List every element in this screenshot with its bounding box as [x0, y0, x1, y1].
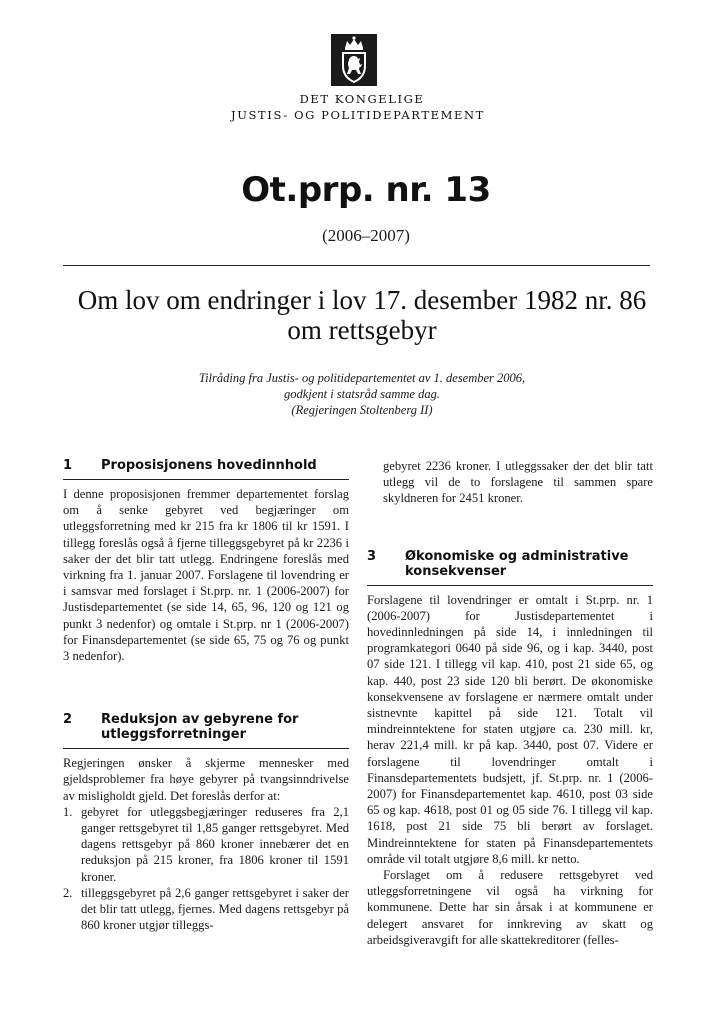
ministry-name-line1: DET KONGELIGE [299, 92, 425, 106]
document-year: (2006–2007) [322, 226, 410, 245]
section-number: 2 [63, 712, 73, 728]
section-paragraph: I denne proposisjonen fremmer departementet forslag om å senke gebyret ved begjæringer om utleggsforretning med kr 215 fra kr 1806 til kr 1591. I tillegg foreslås også å fjerne tilleggsgebyret på kr 2236 i saker der det blir tatt utlegg. Endringene foreslås med virkning fra 1. januar 2007. Forslagene til lovendring er i samsvar med forslaget i St.prp. nr. 1 (2006-2007) for Justisdepartementet (se side 14, 65, 96, 120 og 121 og punkt 3 nedenfor) og omtale i St.prp. nr 1 (2006-2007) for Finansdepartementet (se side 65, 75 og 76 og punkt 3 nedenfor). [63, 487, 349, 664]
list-item-text: gebyret for utleggsbegjæringer reduseres fra 2,1 ganger rettsgebyret til 1,85 ganger rettsgebyret. Med dagens rettsgebyr på 860 kroner innebærer det en reduksjon på 215 kroner, fra 1806 kroner til 1591 kroner. [81, 804, 349, 884]
ministry-name-line2: JUSTIS- OG POLITIDEPARTEMENT [231, 108, 485, 122]
proposal-list [63, 804, 349, 934]
list-item-text: tilleggsgebyret på 2,6 ganger rettsgebyret i saker der det blir tatt utlegg, fjernes. Med dagens rettsgebyr på 860 kroner utgjør tilleggs- [81, 885, 349, 933]
document-title: Om lov om endringer i lov 17. desember 1982 nr. 86 om rettsgebyr [77, 285, 647, 345]
right-column [367, 458, 653, 948]
approval-note [140, 370, 584, 418]
approval-line: (Regjeringen Stoltenberg II) [291, 403, 433, 417]
section-number: 3 [367, 548, 377, 564]
section-title: Proposisjonens hovedinnhold [101, 458, 317, 473]
list-item [63, 885, 349, 934]
section-title: Økonomiske og administrative konsekvenser [405, 548, 629, 579]
list-item [63, 804, 349, 885]
section-number: 1 [63, 458, 73, 473]
list-item-continuation: gebyret 2236 kroner. I utleggssaker der det blir tatt utlegg vil de to forslagene til sammen spare skyldneren for 2451 kroner. [383, 459, 653, 506]
section-paragraph: Regjeringen ønsker å skjerme mennesker med gjeldsproblemer fra høye gebyrer på tvangsinndrivelse av misligholdt gjeld. Det foreslås derfor at: [63, 756, 349, 803]
section-paragraph: Forslaget om å redusere rettsgebyret ved utleggsforretningene vil også ha virkning for kommunene. Dette har sin årsak i at kommunene er delegert ansvaret for innkreving av skatt og arbeidsgiveravgift for alle skattekreditorer (felles- [367, 868, 653, 947]
section-paragraph: Forslagene til lovendringer er omtalt i St.prp. nr. 1 (2006-2007) for Justisdepartementet i hovedinnledningen på side 14, i innledningen til programkategori 0640 på side 96, og i kap. 3440, post 07 side 121. I tillegg vil kap. 410, post 21 side 65, og kap. 440, post 23 side 120 bli berørt. De økonomiske konsekvensene av forslagene er nærmere omtalt under sistnevnte kapittel på side 121. Totalt vil mindreinntektene for staten utgjøre ca. 230 mill. kr, herav 221,4 mill. kr på kap. 3440, post 07. Videre er forslagene til lovendringer omtalt i Finansdepartementets budsjett, jf. St.prp. nr. 1 (2006-2007) for Finansdepartementet kap. 4610, post 03 side 65 og kap. 4618, post 01 og 05 side 76. I tillegg vil kap. 1618, post 21 side 75 bli berørt av forslaget. Mindreinntektene for staten på Finansdepartementets område vil totalt utgjøre 8,6 mill. kr netto. [367, 592, 653, 866]
approval-line: Tilråding fra Justis- og politidepartementet av 1. desember 2006, [198, 371, 526, 385]
approval-line: godkjent i statsråd samme dag. [284, 387, 440, 401]
left-column [63, 458, 349, 933]
section-heading [63, 458, 349, 480]
section-heading [367, 549, 653, 586]
document-number: Ot.prp. nr. 13 [241, 170, 491, 210]
section-heading [63, 712, 349, 749]
list-marker: 1. [63, 804, 73, 819]
section-title: Reduksjon av gebyrene for utleggsforretninger [101, 712, 299, 743]
royal-coat-of-arms-icon [331, 34, 377, 86]
list-marker: 2. [63, 885, 73, 900]
title-divider [63, 265, 650, 266]
